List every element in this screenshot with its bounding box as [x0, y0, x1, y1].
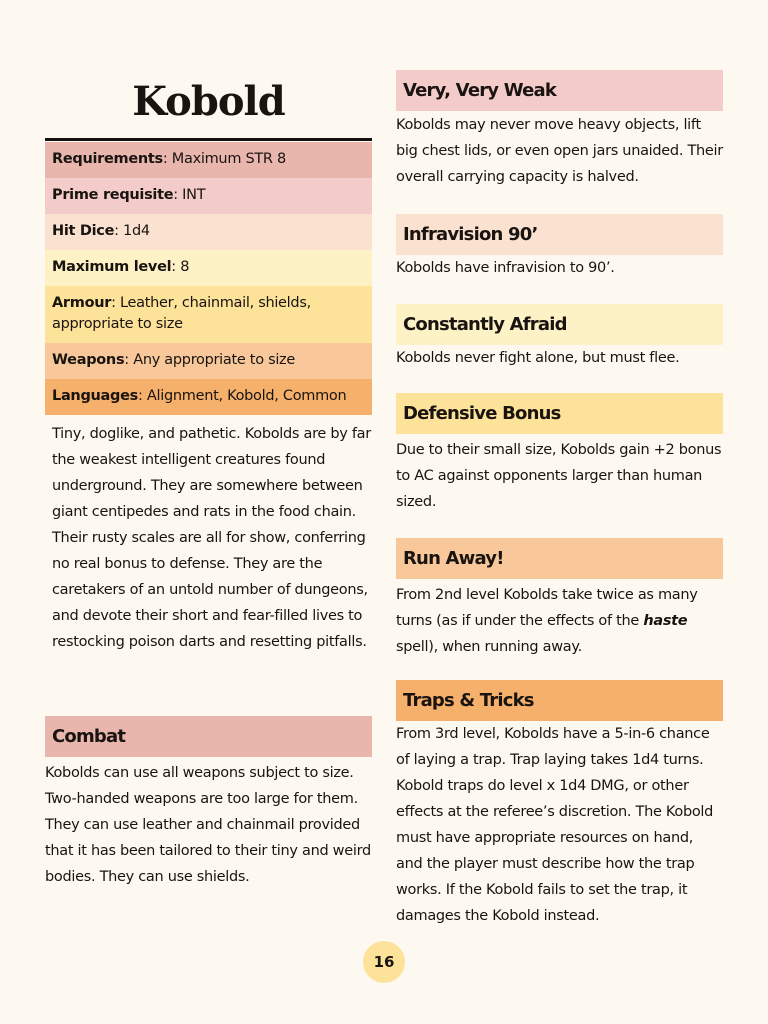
page-number: 16 — [363, 941, 405, 983]
ability-heading: Constantly Afraid — [396, 304, 723, 345]
stat-key: Prime requisite — [52, 187, 174, 203]
stat-languages: Languages: Alignment, Kobold, Common — [45, 379, 372, 415]
stat-key: Hit Dice — [52, 223, 115, 239]
ability-infravision — [396, 214, 723, 281]
ability-constantly-afraid — [396, 304, 723, 371]
stat-value: 8 — [180, 259, 190, 275]
ability-text: Kobolds have infravision to 90’. — [396, 260, 615, 276]
stat-value: Leather, chainmail, shields, appropriate to size — [52, 295, 311, 332]
class-description: Tiny, doglike, and pathetic. Kobolds are by far the weakest intelligent creatures found underground. They are somewhere between giant centipedes and rats in the food chain. Their rusty scales are all for show, conferring no real bonus to defense. They are the caretakers of an untold number of dungeons, and devote their short and fear-filled lives to restocking poison darts and resetting pitfalls. — [52, 426, 371, 650]
stat-value: Maximum STR 8 — [171, 151, 286, 167]
stat-value: 1d4 — [123, 223, 150, 239]
ability-text: Due to their small size, Kobolds gain +2 bonus to AC against opponents larger than human sized. — [396, 442, 722, 510]
ability-run-away — [396, 538, 723, 660]
stat-key: Requirements — [52, 151, 163, 167]
stat-value: INT — [182, 187, 206, 203]
ability-heading: Defensive Bonus — [396, 393, 723, 434]
ability-heading: Run Away! — [396, 538, 723, 579]
combat-text: Kobolds can use all weapons subject to size. Two-handed weapons are too large for them. They can use leather and chainmail provided that it has been tailored to their tiny and weird bodies. They can use shields. — [45, 765, 371, 885]
title-rule — [45, 138, 372, 141]
ability-heading: Traps & Tricks — [396, 680, 723, 721]
ability-text: Kobolds may never move heavy objects, lift big chest lids, or even open jars unaided. Their overall carrying capacity is halved. — [396, 117, 723, 185]
class-summary — [45, 70, 372, 655]
ability-very-very-weak — [396, 70, 723, 190]
stat-hit-dice: Hit Dice: 1d4 — [45, 214, 372, 250]
stat-key: Maximum level — [52, 259, 172, 275]
ability-text: From 3rd level, Kobolds have a 5-in-6 chance of laying a trap. Trap laying takes 1d4 turns. Kobold traps do level x 1d4 DMG, or other effects at the referee’s discretion. The Kobold must have appropriate resources on hand, and the player must describe how the trap works. If the Kobold fails to set the trap, it damages the Kobold instead. — [396, 726, 714, 924]
stat-key: Weapons — [52, 352, 125, 368]
ability-heading: Infravision 90’ — [396, 214, 723, 255]
ability-text: From 2nd level Kobolds take twice as many turns (as if under the effects of the haste spell), when running away. — [396, 587, 698, 655]
ability-traps-and-tricks — [396, 680, 723, 929]
stat-maximum-level: Maximum level: 8 — [45, 250, 372, 286]
combat-heading: Combat — [45, 716, 372, 757]
stat-key: Armour — [52, 295, 112, 311]
stat-armour: Armour: Leather, chainmail, shields, appropriate to size — [45, 286, 372, 343]
ability-text: Kobolds never fight alone, but must flee. — [396, 350, 680, 366]
ability-defensive-bonus — [396, 393, 723, 515]
stat-value: Alignment, Kobold, Common — [146, 388, 347, 404]
stat-key: Languages — [52, 388, 138, 404]
stat-weapons: Weapons: Any appropriate to size — [45, 343, 372, 379]
stat-prime-requisite: Prime requisite: INT — [45, 178, 372, 214]
ability-heading: Very, Very Weak — [396, 70, 723, 111]
spell-name: haste — [643, 613, 688, 629]
page-title: Kobold — [132, 78, 285, 125]
combat-section — [45, 716, 372, 890]
stat-requirements: Requirements: Maximum STR 8 — [45, 142, 372, 178]
stat-value: Any appropriate to size — [133, 352, 295, 368]
